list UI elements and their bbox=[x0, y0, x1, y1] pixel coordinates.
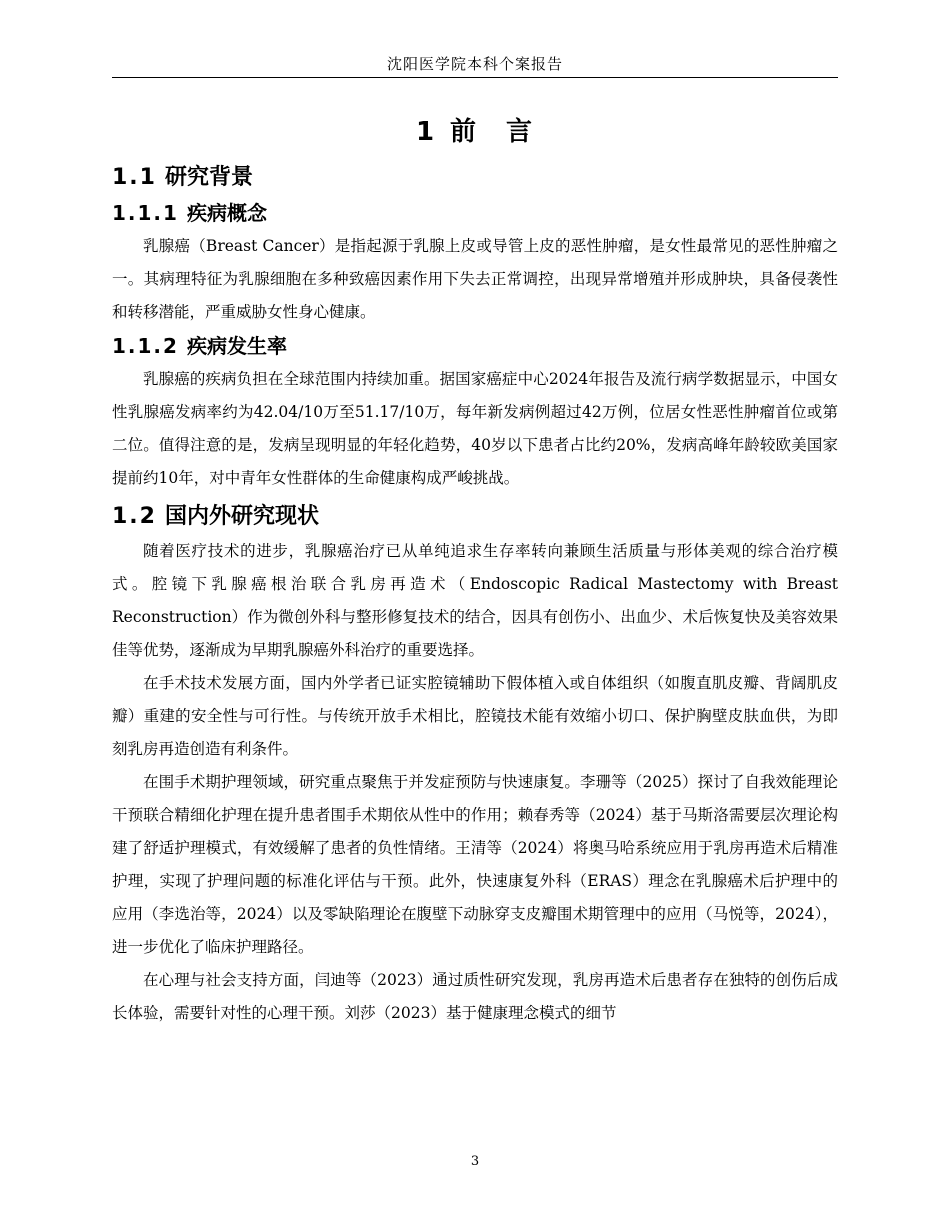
section-heading-1-1 bbox=[112, 160, 838, 196]
subsection-number: 1.1.2 bbox=[112, 334, 179, 358]
paragraph-incidence: 乳腺癌的疾病负担在全球范围内持续加重。据国家癌症中心2024年报告及流行病学数据显示，中国女性乳腺癌发病率约为42.04/10万至51.17/10万，每年新发病例超过42万例，位居女性恶性肿瘤首位或第二位。值得注意的是，发病呈现明显的年轻化趋势，40岁以下患者占比约20%，发病高峰年龄较欧美国家提前约10年，对中青年女性群体的生命健康构成严峻挑战。 bbox=[112, 370, 838, 487]
section-title: 国内外研究现状 bbox=[164, 504, 319, 529]
page-content bbox=[112, 108, 838, 1030]
paragraph-research-status-4: 在心理与社会支持方面，闫迪等（2023）通过质性研究发现，乳房再造术后患者存在独特的创伤后成长体验，需要针对性的心理干预。刘莎（2023）基于健康理念模式的细节 bbox=[112, 971, 838, 1022]
page-number: 3 bbox=[470, 1154, 480, 1169]
paragraph-disease-concept: 乳腺癌（Breast Cancer）是指起源于乳腺上皮或导管上皮的恶性肿瘤，是女性最常见的恶性肿瘤之一。其病理特征为乳腺细胞在多种致癌因素作用下失去正常调控，出现异常增殖并形成肿块，具备侵袭性和转移潜能，严重威胁女性身心健康。 bbox=[112, 237, 838, 321]
paragraph-research-status-2: 在手术技术发展方面，国内外学者已证实腔镜辅助下假体植入或自体组织（如腹直肌皮瓣、背阔肌皮瓣）重建的安全性与可行性。与传统开放手术相比，腔镜技术能有效缩小切口、保护胸壁皮肤血供，为即刻乳房再造创造有利条件。 bbox=[112, 674, 838, 758]
section-number: 1.1 bbox=[112, 165, 157, 190]
section-number: 1.2 bbox=[112, 504, 157, 529]
chapter-title bbox=[112, 108, 838, 156]
section-heading-1-2 bbox=[112, 499, 838, 535]
chapter-title-word1: 前 bbox=[450, 117, 479, 147]
running-header: 沈阳医学院本科个案报告 bbox=[386, 55, 563, 73]
subsection-title: 疾病发生率 bbox=[186, 334, 287, 358]
paragraph-research-status-3: 在围手术期护理领域，研究重点聚焦于并发症预防与快速康复。李珊等（2025）探讨了自我效能理论干预联合精细化护理在提升患者围手术期依从性中的作用；赖春秀等（2024）基于马斯洛需要层次理论构建了舒适护理模式，有效缓解了患者的负性情绪。王清等（2024）将奥马哈系统应用于乳房再造术后精准护理，实现了护理问题的标准化评估与干预。此外，快速康复外科（ERAS）理念在乳腺癌术后护理中的应用（李选治等，2024）以及零缺陷理论在腹壁下动脉穿支皮瓣围术期管理中的应用（马悦等，2024），进一步优化了临床护理路径。 bbox=[112, 773, 838, 956]
chapter-number: 1 bbox=[415, 117, 437, 147]
paragraph-research-status-1: 随着医疗技术的进步，乳腺癌治疗已从单纯追求生存率转向兼顾生活质量与形体美观的综合治疗模式。腔镜下乳腺癌根治联合乳房再造术（Endoscopic Radical Mastectomy with Breast Reconstruction）作为微创外科与整形修复技术的结合，因具有创伤小、出血少、术后恢复快及美容效果佳等优势，逐渐成为早期乳腺癌外科治疗的重要选择。 bbox=[112, 542, 838, 659]
subsection-number: 1.1.1 bbox=[112, 201, 179, 225]
section-title: 研究背景 bbox=[164, 165, 253, 190]
subsection-heading-1-1-2 bbox=[112, 329, 838, 363]
header-divider bbox=[112, 77, 838, 78]
chapter-title-word2: 言 bbox=[506, 117, 535, 147]
subsection-title: 疾病概念 bbox=[186, 201, 267, 225]
subsection-heading-1-1-1 bbox=[112, 196, 838, 230]
